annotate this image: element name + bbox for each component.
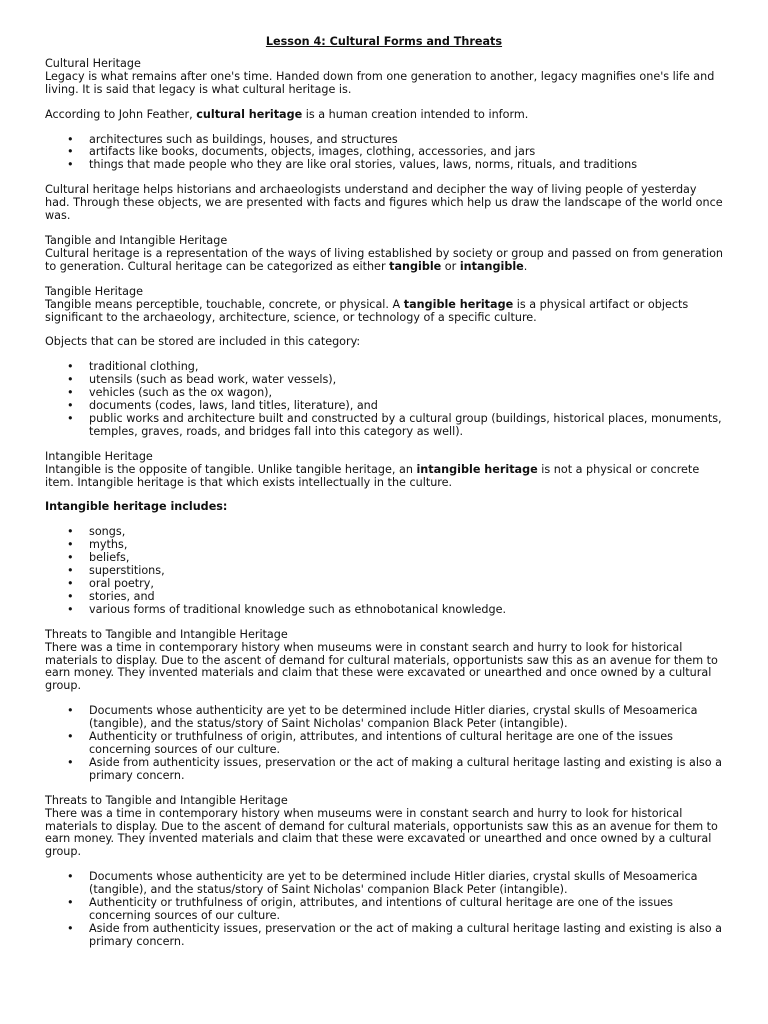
feather-paragraph [45,109,723,122]
list-item: • superstitions, [45,565,723,578]
document-title: Lesson 4: Cultural Forms and Threats [265,35,503,48]
text-run: or [441,259,460,273]
section-intangible-heritage [45,451,723,490]
text-run: According to John Feather, [45,107,197,121]
list-item: • artifacts like books, documents, objects, images, clothing, accessories, and jars [45,146,723,159]
section-heading: Threats to Tangible and Intangible Heritage [45,793,288,807]
paragraph: There was a time in contemporary history when museums were in constant search and hurry to look for historical materials to display. Due to the ascent of demand for cultural materials, opportunists saw this as an avenue for them to earn money. They invented materials and claim that these were excavated or unearthed and once owned by a cultural group. [45,640,718,693]
paragraph: Legacy is what remains after one's time. Handed down from one generation to another, legacy magnifies one's life and living. It is said that legacy is what cultural heritage is. [45,69,715,96]
list-item: • public works and architecture built and constructed by a cultural group (buildings, historical places, monuments, temples, graves, roads, and bridges fall into this category as well). [45,413,723,439]
section-cultural-heritage [45,58,723,97]
paragraph [45,464,723,490]
bold-term: intangible [459,259,524,273]
list-item: • architectures such as buildings, houses, and structures [45,134,723,147]
list-item: • beliefs, [45,552,723,565]
section-tangible-heritage [45,286,723,325]
list-item: • oral poetry, [45,578,723,591]
bold-term: intangible heritage [416,462,538,476]
list-item: • Documents whose authenticity are yet to be determined include Hitler diaries, crystal skulls of Mesoamerica (tangible), and the status/story of Saint Nicholas' companion Black Peter (intangible). [45,705,723,731]
list-item: • stories, and [45,591,723,604]
list-item: • Authenticity or truthfulness of origin, attributes, and intentions of cultural heritage are one of the issues concerning sources of our culture. [45,897,723,923]
intangible-includes-heading: Intangible heritage includes: [45,500,228,514]
text-run: is not a physical or concrete item. Intangible heritage is that which exists intellectually in the culture. [45,462,700,489]
paragraph [45,248,723,274]
list-item: • songs, [45,526,723,539]
section-heading: Cultural Heritage [45,56,141,70]
list-item: • traditional clothing, [45,361,723,374]
section-threats [45,629,723,694]
section-heading: Tangible Heritage [45,284,144,298]
list-item: • Authenticity or truthfulness of origin, attributes, and intentions of cultural heritage are one of the issues concerning sources of our culture. [45,731,723,757]
paragraph: There was a time in contemporary history when museums were in constant search and hurry to look for historical materials to display. Due to the ascent of demand for cultural materials, opportunists saw this as an avenue for them to earn money. They invented materials and claim that these were excavated or unearthed and once owned by a cultural group. [45,806,718,859]
section-heading: Intangible Heritage [45,449,153,463]
section-heading: Threats to Tangible and Intangible Heritage [45,627,288,641]
paragraph [45,299,723,325]
text-run: Cultural heritage is a representation of the ways of living established by society or group and passed on from generation to generation. Cultural heritage can be categorized as either [45,246,724,273]
bold-term: cultural heritage [196,107,303,121]
paragraph: Cultural heritage helps historians and archaeologists understand and decipher the way of living people of yesterday had. Through these objects, we are presented with facts and figures which help us draw the landscape of the world once was. [45,183,723,223]
text-run: Tangible means perceptible, touchable, concrete, or physical. A [45,297,404,311]
list-item: • things that made people who they are like oral stories, values, laws, norms, rituals, and traditions [45,159,723,172]
list-item: • utensils (such as bead work, water vessels), [45,374,723,387]
bullet-list [45,134,723,173]
list-item: • vehicles (such as the ox wagon), [45,387,723,400]
section-heading: Tangible and Intangible Heritage [45,233,228,247]
bold-term: tangible heritage [403,297,514,311]
list-item: • various forms of traditional knowledge such as ethnobotanical knowledge. [45,604,723,617]
section-threats-repeat [45,795,723,860]
bold-term: tangible [389,259,442,273]
list-item: • Documents whose authenticity are yet to be determined include Hitler diaries, crystal skulls of Mesoamerica (tangible), and the status/story of Saint Nicholas' companion Black Peter (intangible). [45,871,723,897]
text-run: Intangible is the opposite of tangible. Unlike tangible heritage, an [45,462,417,476]
bullet-list [45,705,723,782]
text-run: is a physical artifact or objects significant to the archaeology, architecture, science, or technology of a specific culture. [45,297,689,324]
list-item: • Aside from authenticity issues, preservation or the act of making a cultural heritage lasting and existing is also a primary concern. [45,923,723,949]
list-item: • myths, [45,539,723,552]
bullet-list [45,871,723,948]
text-run: . [523,259,528,273]
list-item: • Aside from authenticity issues, preservation or the act of making a cultural heritage lasting and existing is also a primary concern. [45,757,723,783]
bullet-list [45,526,723,616]
section-tangible-intangible [45,235,723,274]
paragraph: Objects that can be stored are included in this category: [45,335,361,349]
list-item: • documents (codes, laws, land titles, literature), and [45,400,723,413]
text-run: is a human creation intended to inform. [302,107,529,121]
bullet-list [45,361,723,438]
